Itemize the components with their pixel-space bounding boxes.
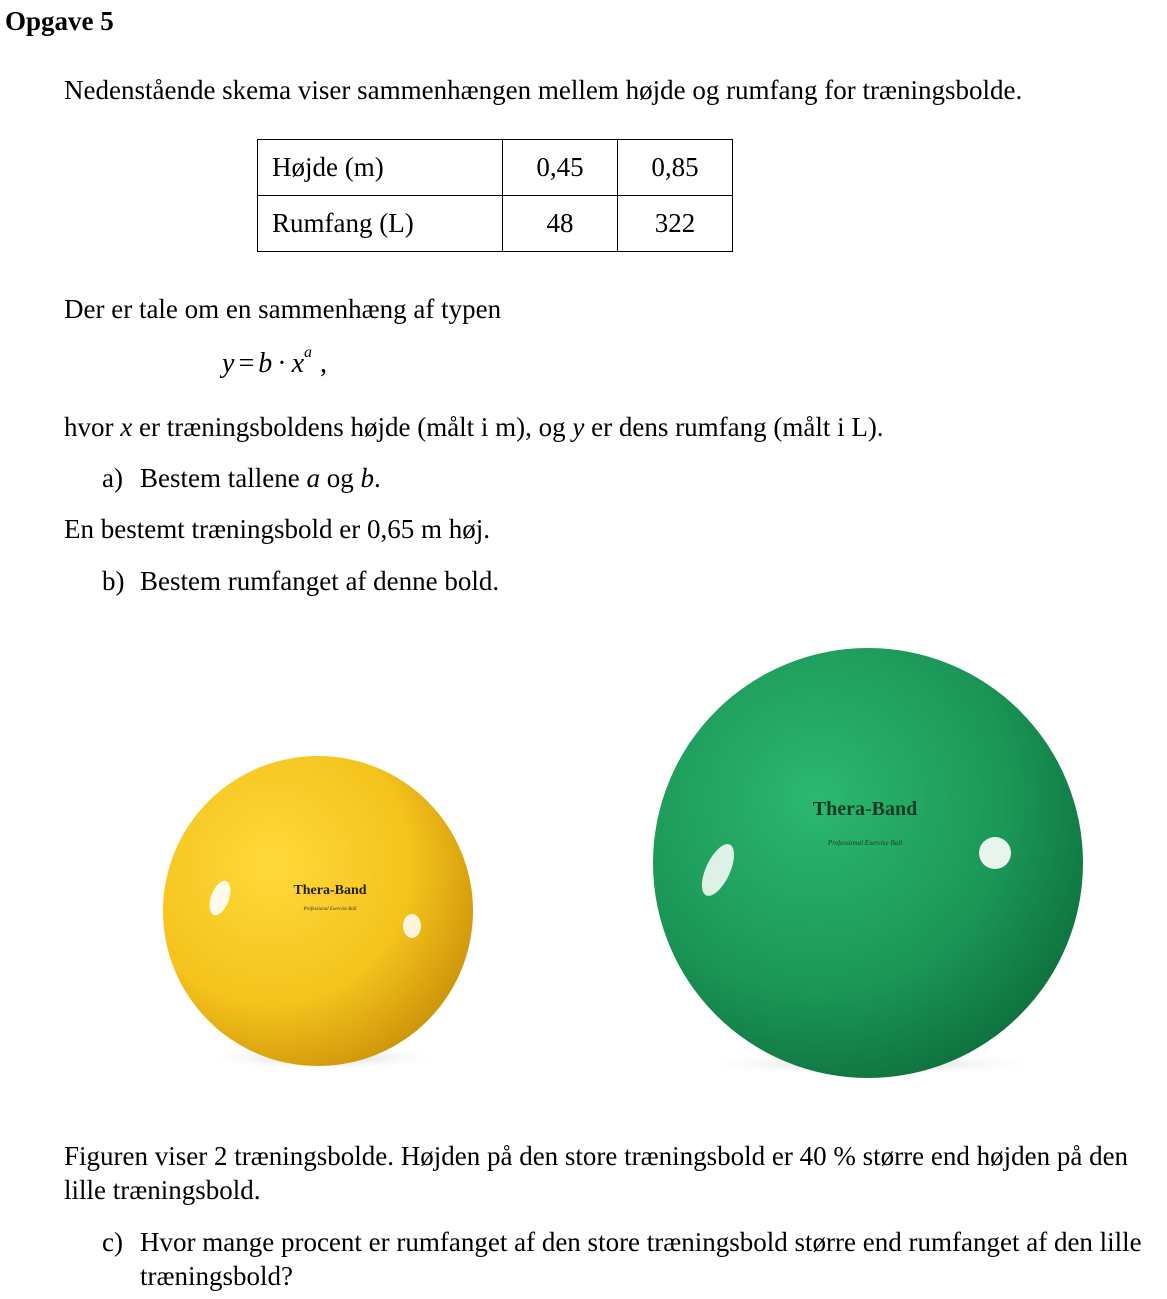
small-ball bbox=[163, 756, 473, 1070]
formula-b: b bbox=[258, 348, 273, 379]
relation-text: Der er tale om en sammenhæng af typen bbox=[64, 294, 502, 324]
question-b-text: Bestem rumfanget af denne bold. bbox=[140, 566, 500, 596]
formula-comma: , bbox=[320, 348, 327, 379]
table-cell: 0,45 bbox=[503, 140, 618, 196]
table-cell: 322 bbox=[618, 196, 733, 252]
small-ball-tagline: Professional Exercise Ball bbox=[303, 907, 357, 912]
formula-x: x bbox=[291, 348, 304, 379]
question-a-var-a: a bbox=[306, 463, 320, 493]
table-row bbox=[258, 140, 733, 196]
small-ball-highlight bbox=[403, 914, 421, 938]
definition-y: y bbox=[572, 412, 585, 442]
large-ball-highlight bbox=[979, 837, 1011, 869]
definition-text: hvor bbox=[64, 412, 121, 442]
question-c-label: c) bbox=[102, 1227, 123, 1257]
large-ball-brand: Thera-Band bbox=[812, 798, 918, 820]
definition-x: x bbox=[120, 412, 133, 442]
large-ball-tagline: Professional Exercise Ball bbox=[827, 839, 903, 847]
question-b-label: b) bbox=[102, 566, 125, 596]
power-formula bbox=[222, 344, 327, 380]
formula-dot: · bbox=[277, 348, 287, 379]
question-a-label: a) bbox=[102, 463, 123, 493]
exercise-title: Opgave 5 bbox=[5, 6, 114, 36]
formula-exponent: a bbox=[304, 344, 312, 361]
table-cell: 0,85 bbox=[618, 140, 733, 196]
row-label-volume: Rumfang (L) bbox=[258, 196, 503, 252]
figure-text: Figuren viser 2 træningsbolde. Højden på den store træningsbold er 40 % større end højden på den lille træningsbold. bbox=[64, 1141, 1129, 1205]
question-a-var-b: b bbox=[360, 463, 374, 493]
question-c-text: Hvor mange procent er rumfanget af den store træningsbold større end rumfanget af den lille træningsbold? bbox=[140, 1227, 1142, 1291]
small-ball-brand: Thera-Band bbox=[293, 883, 367, 898]
definition-text: er træningsboldens højde (målt i m), og bbox=[132, 412, 573, 442]
question-a-text: og bbox=[319, 463, 361, 493]
question-a bbox=[102, 461, 381, 495]
row-label-height: Højde (m) bbox=[258, 140, 503, 196]
variable-definition bbox=[64, 410, 884, 444]
formula-equals: = bbox=[238, 348, 255, 379]
table-cell: 48 bbox=[503, 196, 618, 252]
question-c bbox=[102, 1225, 1162, 1293]
exercise-balls-figure bbox=[150, 640, 1110, 1080]
formula-y: y bbox=[222, 348, 235, 379]
intro-text: Nedenstående skema viser sammenhængen mellem højde og rumfang for træningsbolde. bbox=[64, 75, 1023, 105]
large-ball bbox=[653, 648, 1083, 1078]
question-a-text: Bestem tallene bbox=[140, 463, 307, 493]
values-table bbox=[257, 139, 733, 252]
question-b bbox=[102, 564, 499, 598]
question-a-text: . bbox=[373, 463, 381, 493]
statement-b: En bestemt træningsbold er 0,65 m høj. bbox=[64, 514, 490, 544]
definition-text: er dens rumfang (målt i L). bbox=[584, 412, 884, 442]
table-row bbox=[258, 196, 733, 252]
